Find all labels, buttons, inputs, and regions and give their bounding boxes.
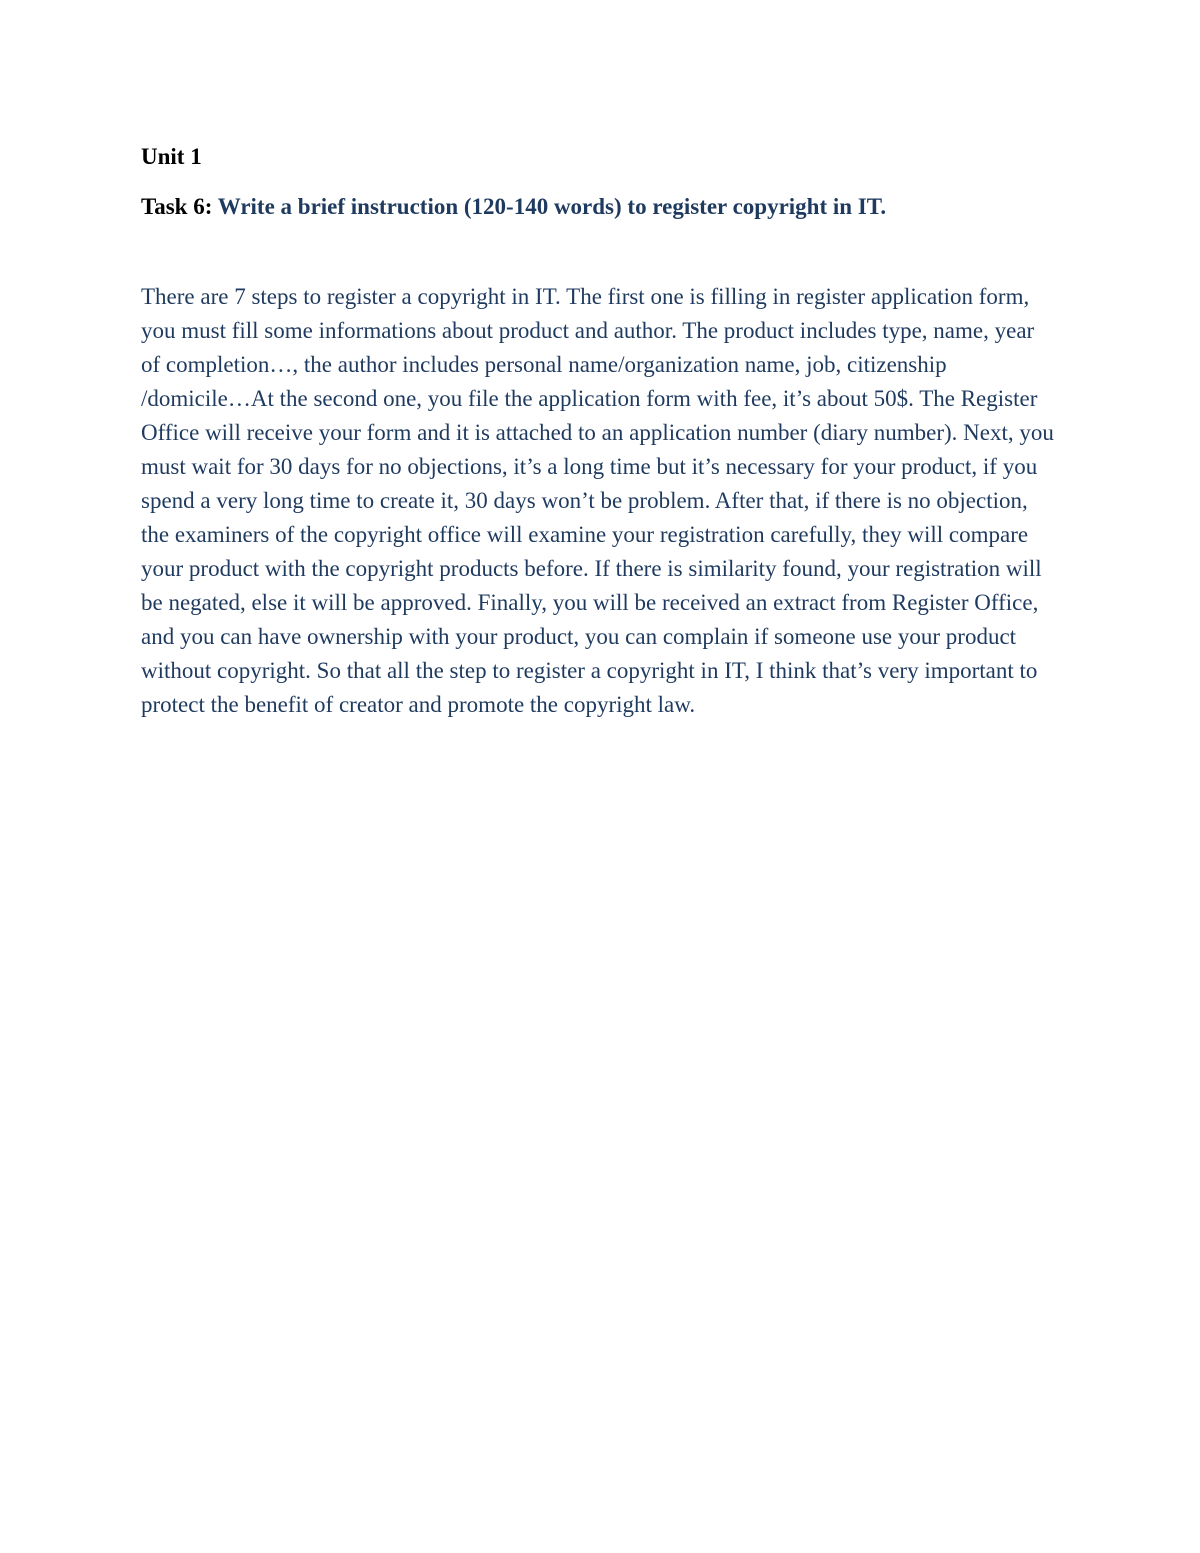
document-content [141, 140, 1061, 722]
unit-heading: Unit 1 [141, 144, 202, 169]
task-heading [141, 190, 1061, 224]
task-instruction: Write a brief instruction (120-140 words) to register copyright in IT. [217, 194, 887, 219]
body-paragraph: There are 7 steps to register a copyright in IT. The first one is filling in register application form, you must fill some informations about product and author. The product includes type, name, year of completion…, the author includes personal name/organization name, job, citizenship /domicile…At the second one, you file the application form with fee, it’s about 50$. The Register Office will receive your form and it is attached to an application number (diary number). Next, you must wait for 30 days for no objections, it’s a long time but it’s necessary for your product, if you spend a very long time to create it, 30 days won’t be problem. After that, if there is no objection, the examiners of the copyright office will examine your registration carefully, they will compare your product with the copyright products before. If there is similarity found, your registration will be negated, else it will be approved. Finally, you will be received an extract from Register Office, and you can have ownership with your product, you can complain if someone use your product without copyright. So that all the step to register a copyright in IT, I think that’s very important to protect the benefit of creator and promote the copyright law. [141, 284, 1054, 717]
task-label: Task 6: [141, 194, 213, 219]
